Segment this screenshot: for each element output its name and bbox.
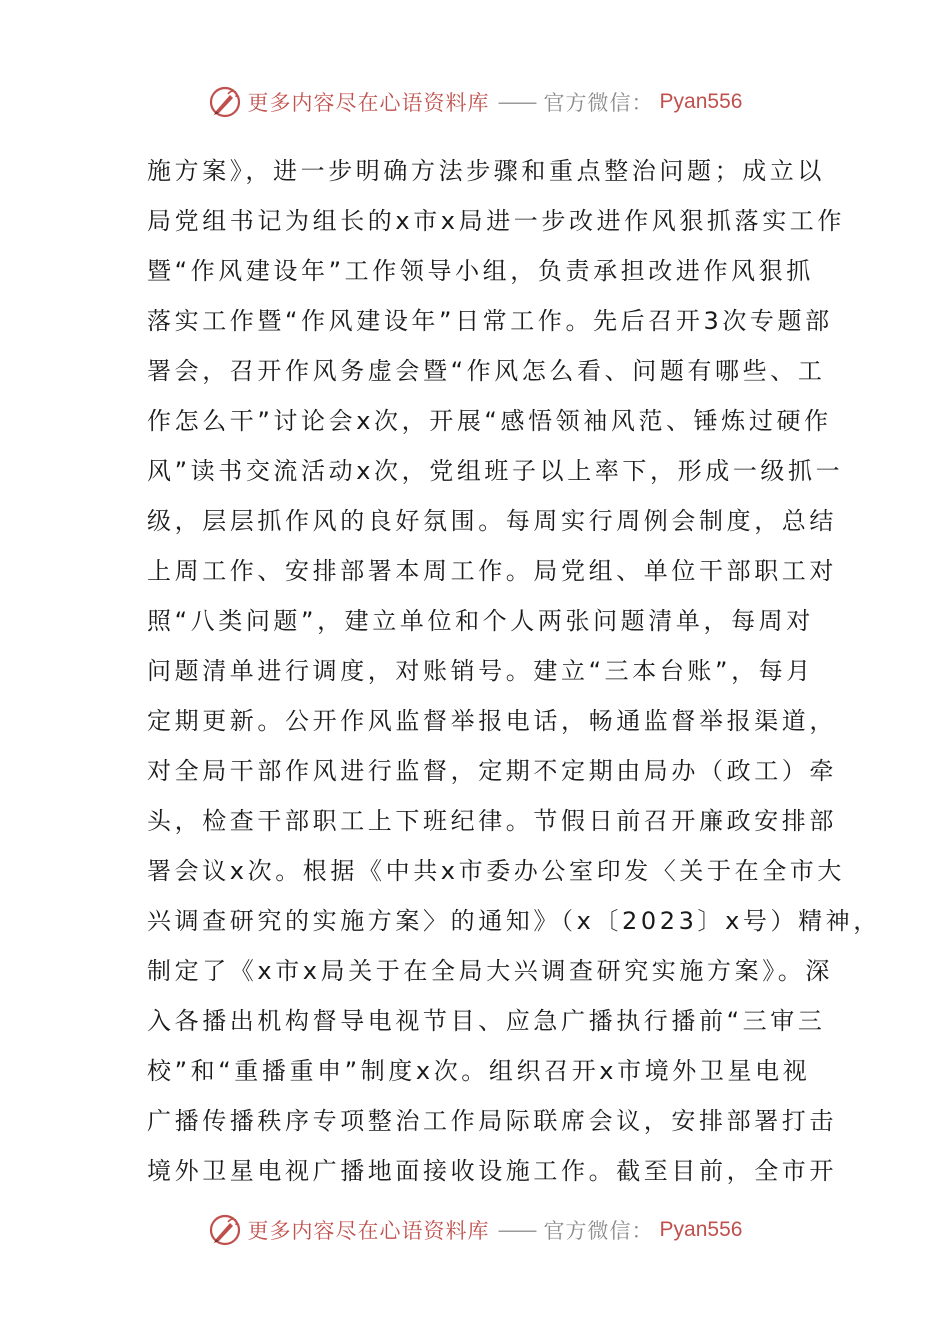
body-line: 上周工作、安排部署本周工作。局党组、单位干部职工对 bbox=[147, 557, 837, 585]
body-line: 级，层层抓作风的良好氛围。每周实行周例会制度，总结 bbox=[147, 507, 837, 535]
pen-logo-icon bbox=[208, 1213, 242, 1247]
wechat-label: 官方微信： bbox=[543, 1219, 654, 1243]
body-line: 制定了《x市x局关于在全局大兴调查研究实施方案》。深 bbox=[147, 957, 834, 985]
body-line: 校”和“重播重申”制度x次。组织召开x市境外卫星电视 bbox=[147, 1057, 811, 1085]
body-line: 对全局干部作风进行监督，定期不定期由局办（政工）牵 bbox=[147, 757, 837, 785]
wechat-id: Pyan556 bbox=[659, 1218, 743, 1241]
body-line: 定期更新。公开作风监督举报电话，畅通监督举报渠道， bbox=[147, 707, 837, 735]
document-body bbox=[147, 149, 881, 1199]
body-line: 局党组书记为组长的x市x局进一步改进作风狠抓落实工作 bbox=[147, 207, 846, 235]
separator: —— bbox=[497, 90, 536, 114]
body-line: 问题清单进行调度，对账销号。建立“三本台账”，每月 bbox=[147, 657, 814, 685]
footer-banner bbox=[0, 1210, 950, 1250]
body-line: 施方案》，进一步明确方法步骤和重点整治问题；成立以 bbox=[147, 157, 825, 185]
body-line: 署会，召开作风务虚会暨“作风怎么看、问题有哪些、工 bbox=[147, 357, 826, 385]
body-line: 暨“作风建设年”工作领导小组，负责承担改进作风狠抓 bbox=[147, 257, 814, 285]
body-line: 风”读书交流活动x次，党组班子以上率下，形成一级抓一 bbox=[147, 457, 844, 485]
brand-text: 更多内容尽在心语资料库 bbox=[247, 1219, 490, 1243]
pen-logo-icon bbox=[208, 85, 242, 119]
body-line: 兴调查研究的实施方案〉的通知》（x〔2023〕x号）精神， bbox=[147, 907, 881, 935]
body-line: 落实工作暨“作风建设年”日常工作。先后召开3次专题部 bbox=[147, 307, 833, 335]
body-line: 广播传播秩序专项整治工作局际联席会议，安排部署打击 bbox=[147, 1107, 837, 1135]
wechat-label: 官方微信： bbox=[543, 91, 654, 115]
body-line: 照“八类问题”，建立单位和个人两张问题清单，每周对 bbox=[147, 607, 814, 635]
body-line: 作怎么干”讨论会x次，开展“感悟领袖风范、锤炼过硬作 bbox=[147, 407, 832, 435]
body-line: 署会议x次。根据《中共x市委办公室印发〈关于在全市大 bbox=[147, 857, 846, 885]
wechat-id: Pyan556 bbox=[659, 90, 743, 113]
separator: —— bbox=[497, 1218, 536, 1242]
body-line: 境外卫星电视广播地面接收设施工作。截至目前，全市开 bbox=[147, 1157, 837, 1185]
body-line: 头，检查干部职工上下班纪律。节假日前召开廉政安排部 bbox=[147, 807, 837, 835]
header-banner bbox=[0, 82, 950, 122]
brand-text: 更多内容尽在心语资料库 bbox=[247, 91, 490, 115]
body-line: 入各播出机构督导电视节目、应急广播执行播前“三审三 bbox=[147, 1007, 826, 1035]
